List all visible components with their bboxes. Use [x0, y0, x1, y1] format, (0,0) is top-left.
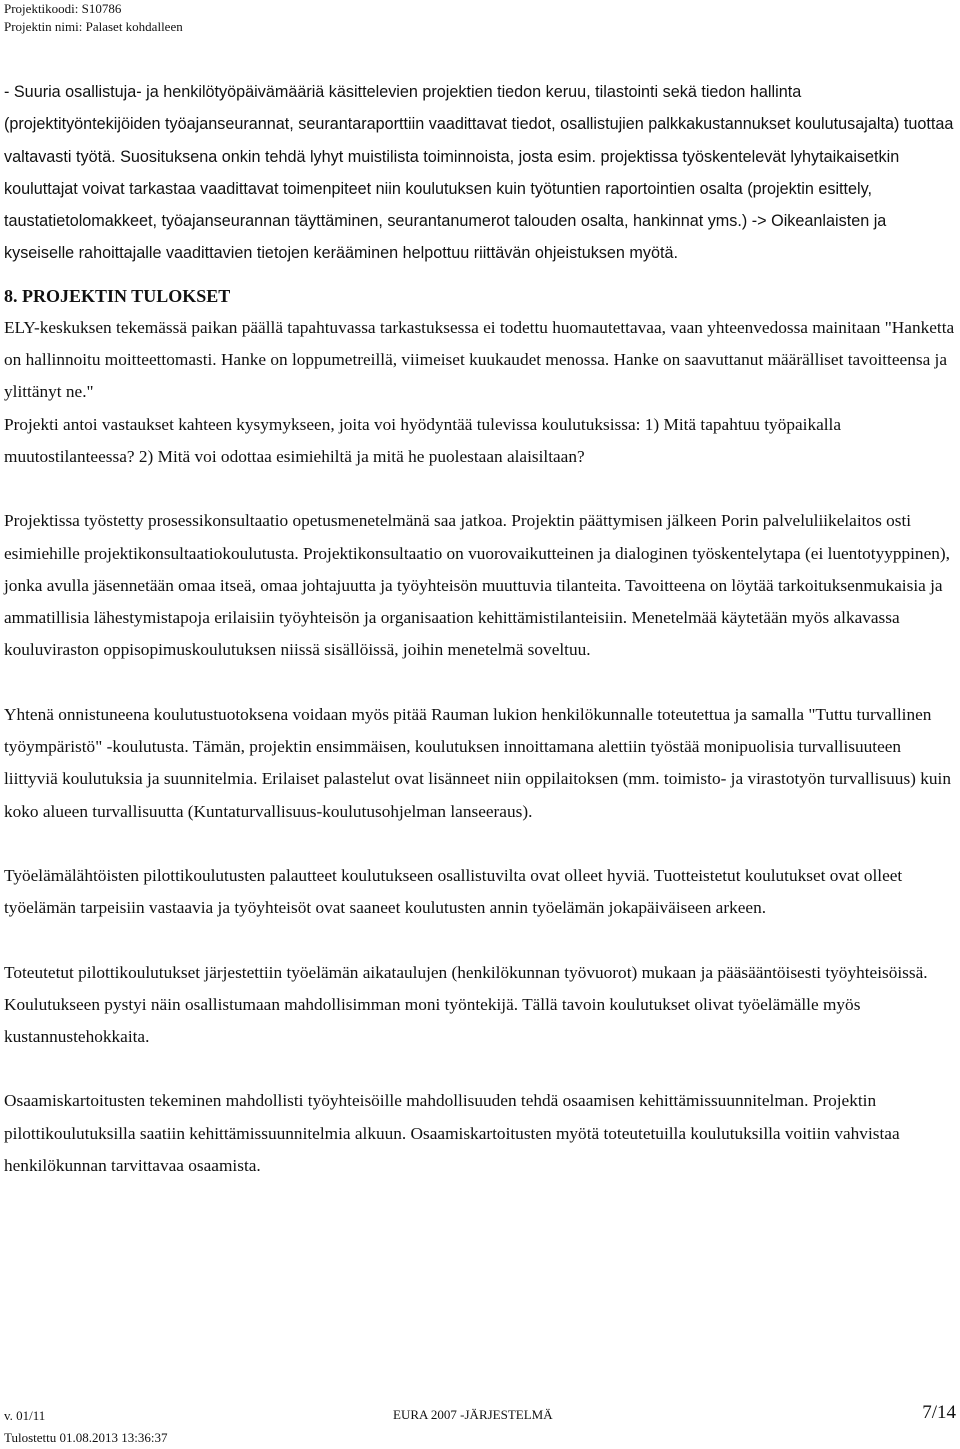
- results-paragraph-4: Yhtenä onnistuneena koulutustuotoksena voidaan myös pitää Rauman lukion henkilökunnalle toteutettua ja samalla "Tuttu turvallinen työympäristö" -koulutusta. Tämän, projektin ensimmäisen, koulutuksen innoittamana alettiin työstää monipuolisia turvallisuuteen liittyviä koulutuksia ja suunnitelmia. Erilaiset palastelut ovat lisänneet niin oppilaitoksen (mm. toimisto- ja virastotyön turvallisuus) kuin koko alueen turvallisuutta (Kuntaturvallisuus-koulutusohjelman lanseeraus).: [4, 704, 951, 821]
- results-paragraph-1: ELY-keskuksen tekemässä paikan päällä tapahtuvassa tarkastuksessa ei todettu huomautettavaa, vaan yhteenvedossa mainitaan "Hanketta on hallinnoitu moitteettomasti. Hanke on loppumetreillä, viimeiset kuukaudet menossa. Hanke on saavuttanut määrälliset tavoitteensa ja ylittänyt ne.": [4, 317, 955, 402]
- page-number: 7/14: [922, 1402, 956, 1423]
- results-paragraph-7: Osaamiskartoitusten tekeminen mahdollisti työyhteisöille mahdollisuuden tehdä osaamisen kehittämissuunnitelman. Projektin pilottikoulutuksilla saatiin kehittämissuunnitelmia alkuun. Osaamiskartoitusten myötä toteutetuilla koulutuksilla voitiin vahvistaa henkilökunnan tarvittavaa osaamista.: [4, 1091, 900, 1176]
- project-name: Projektin nimi: Palaset kohdalleen: [4, 19, 183, 34]
- footer-printed-date: Tulostettu 01.08.2013 13:36:37: [4, 1430, 168, 1445]
- footer-version: v. 01/11: [4, 1408, 46, 1423]
- results-paragraph-2: Projekti antoi vastaukset kahteen kysymykseen, joita voi hyödyntää tulevissa koulutuksissa: 1) Mitä tapahtuu työpaikalla muutostilanteessa? 2) Mitä voi odottaa esimiehiltä ja mitä he puolestaan alaisiltaan?: [4, 414, 842, 466]
- page-footer-left: [4, 1405, 167, 1449]
- footer-system-name: EURA 2007 -JÄRJESTELMÄ: [393, 1407, 553, 1422]
- results-paragraph-3: Projektissa työstetty prosessikonsultaatio opetusmenetelmänä saa jatkoa. Projektin päättymisen jälkeen Porin palveluliikelaitos osti esimiehille projektikonsultaatiokoulutusta. Projektikonsultaatio on vuorovaikutteinen ja dialoginen työskentelytapa (ei luentotyyppinen), jonka avulla jäsennetään omaa itseä, omaa johtajuutta ja työyhteisön muuttuvia tilanteita. Tavoitteena on löytää tarkoituksenmukaisia ja ammatillisia lähestymistapoja erilaisiin työyhteisön ja organisaation kehittämistilanteisiin. Menetelmää käytetään myös alkavassa kouluviraston oppisopimuskoulutuksen niissä sisällöissä, joihin menetelmä soveltuu.: [4, 511, 950, 660]
- project-code: Projektikoodi: S10786: [4, 1, 122, 16]
- intro-paragraph: - Suuria osallistuja- ja henkilötyöpäivämääriä käsittelevien projektien tiedon keruu, tilastointi sekä tiedon hallinta (projektityöntekijöiden työajanseurannat, seurantaraporttiin vaadittavat tiedot, osallistujien palkkakustannukset koulutusajalta) tuottaa valtavasti työtä. Suosituksena onkin tehdä lyhyt muistilista toiminnoista, josta esim. projektissa työskentelevät lyhytaikaisetkin kouluttajat voivat tarkastaa vaadittavat toimenpiteet niin koulutuksen kuin työtuntien raportointien osalta (projektin esittely, taustatietolomakkeet, työajanseurannan täyttäminen, seurantanumerot talouden osalta, hankinnat yms.) -> Oikeanlaisten ja kyseiselle rahoittajalle vaadittavien tietojen kerääminen helpottuu riittävän ohjeistuksen myötä.: [4, 83, 954, 263]
- document-body: [4, 76, 958, 1182]
- section-heading: 8. PROJEKTIN TULOKSET: [4, 285, 231, 306]
- results-paragraph-6: Toteutetut pilottikoulutukset järjestettiin työelämän aikataulujen (henkilökunnan työvuorot) mukaan ja pääsääntöisesti työyhteisöissä. Koulutukseen pystyi näin osallistumaan mahdollisimman moni työntekijä. Tällä tavoin koulutukset olivat työelämälle myös kustannustehokkaita.: [4, 962, 928, 1047]
- page-header: [4, 0, 183, 36]
- results-paragraph-5: Työelämälähtöisten pilottikoulutusten palautteet koulutukseen osallistuvilta ovat olleet hyviä. Tuotteistetut koulutukset ovat olleet työelämän tarpeisiin vastaavia ja työyhteisöt ovat saaneet koulutusten annin työelämän jokapäiväiseen arkeen.: [4, 865, 903, 918]
